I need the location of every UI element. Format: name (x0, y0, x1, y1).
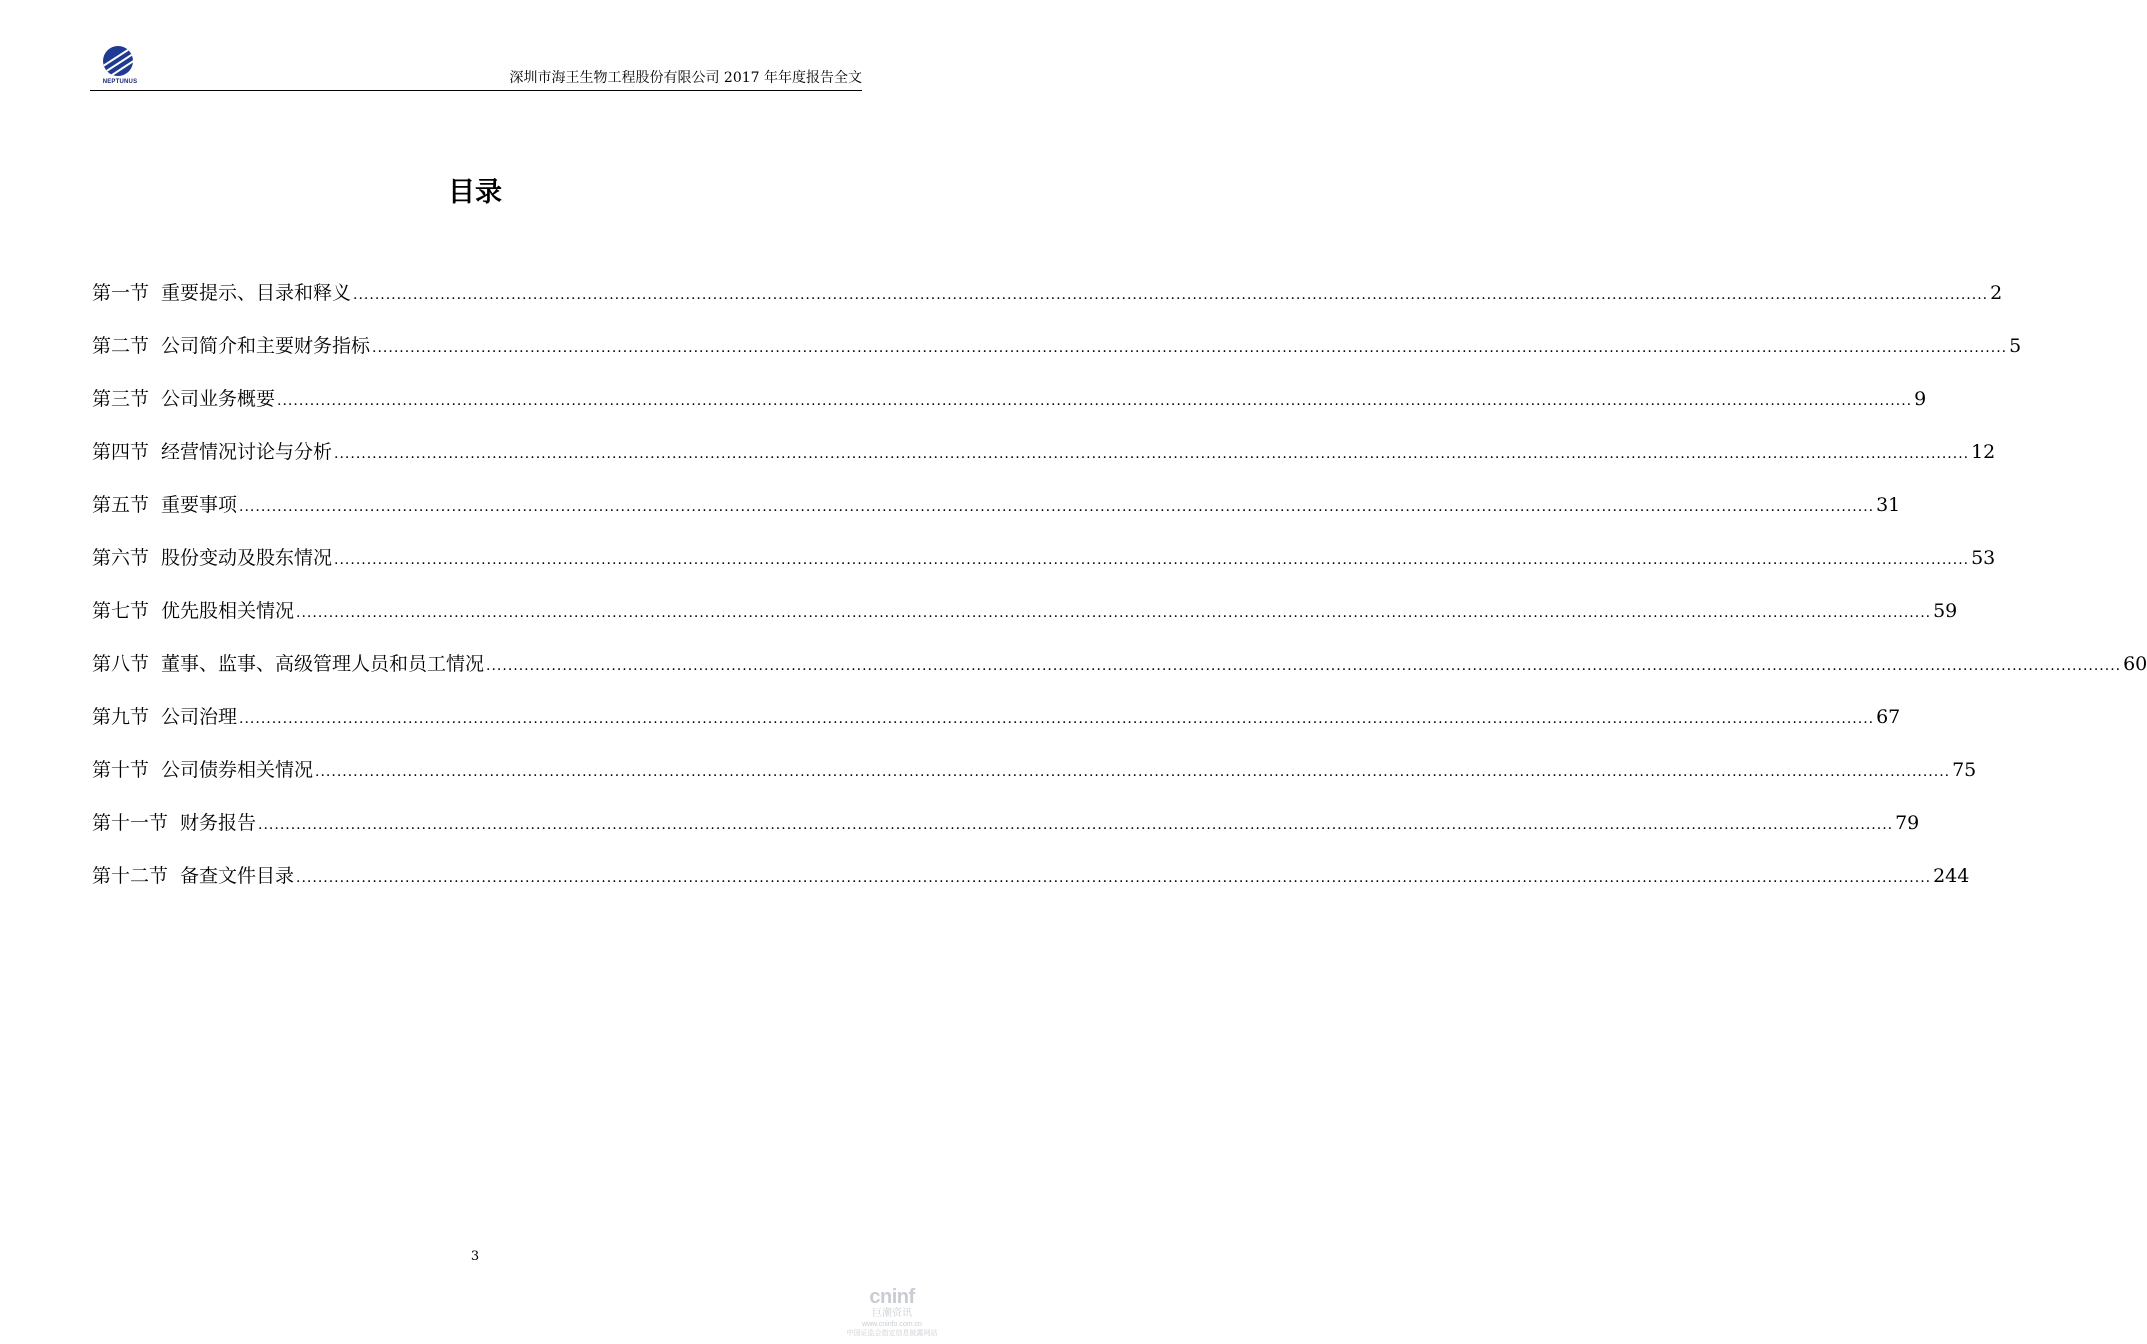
toc-entry-label (92, 755, 313, 782)
toc-leader-dots: ............................................................................................................................................................................................................................................................................................................ (486, 658, 2122, 674)
cninfo-watermark (842, 1286, 942, 1340)
toc-section-name: 财务报告 (180, 812, 257, 834)
toc-section-name: 公司债券相关情况 (161, 759, 314, 781)
watermark-brand: cninf (869, 1286, 915, 1308)
toc-section-name: 股份变动及股东情况 (161, 547, 333, 569)
toc-section-number: 第一节 (92, 282, 150, 304)
toc-page-number: 2 (1990, 282, 2003, 304)
watermark-cn: 巨潮资讯 (872, 1308, 912, 1319)
toc-entry-label (92, 702, 237, 729)
toc-page-number: 59 (1933, 600, 1958, 622)
toc-section-name: 重要事项 (161, 494, 238, 516)
toc-entry[interactable] (92, 490, 1901, 543)
toc-page-number: 12 (1971, 441, 1996, 463)
table-of-contents (92, 278, 2147, 914)
toc-page-number: 31 (1876, 494, 1901, 516)
toc-leader-dots: ............................................................................................................................................................................................................................................................................................................ (258, 817, 1894, 833)
report-title: 深圳市海王生物工程股份有限公司 2017 年年度报告全文 (509, 70, 862, 86)
toc-leader-dots: ............................................................................................................................................................................................................................................................................................................ (315, 764, 1951, 780)
toc-section-name: 优先股相关情况 (161, 600, 295, 622)
toc-leader-dots: ............................................................................................................................................................................................................................................................................................................ (334, 552, 1970, 568)
toc-page-number: 79 (1895, 812, 1920, 834)
toc-section-name: 董事、监事、高级管理人员和员工情况 (161, 653, 485, 675)
toc-leader-dots: ............................................................................................................................................................................................................................................................................................................ (277, 393, 1913, 409)
toc-leader-dots: ............................................................................................................................................................................................................................................................................................................ (353, 287, 1989, 303)
toc-entry[interactable] (92, 808, 1920, 861)
toc-page-number: 9 (1914, 388, 1927, 410)
page-header (90, 40, 862, 91)
neptunus-globe-icon (94, 44, 140, 80)
toc-section-number: 第五节 (92, 494, 150, 516)
toc-entry[interactable] (92, 649, 2147, 702)
toc-leader-dots: ............................................................................................................................................................................................................................................................................................................ (372, 340, 2008, 356)
toc-entry-label (92, 649, 484, 676)
toc-entry[interactable] (92, 437, 1996, 490)
toc-page-number: 60 (2123, 653, 2147, 675)
toc-section-number: 第四节 (92, 441, 150, 463)
toc-entry-label (92, 543, 332, 570)
toc-entry-label (92, 278, 351, 305)
toc-section-name: 经营情况讨论与分析 (161, 441, 333, 463)
toc-entry[interactable] (92, 861, 1970, 914)
watermark-org: 中国证监会指定信息披露网站 (846, 1330, 938, 1337)
logo-wordmark: NEPTUNUS (102, 79, 138, 85)
toc-section-number: 第八节 (92, 653, 150, 675)
toc-page-number: 67 (1876, 706, 1901, 728)
toc-entry[interactable] (92, 278, 2003, 331)
toc-page-number: 53 (1971, 547, 1996, 569)
toc-section-number: 第十一节 (92, 812, 169, 834)
toc-entry-label (92, 331, 370, 358)
neptunus-logo (94, 44, 140, 88)
toc-page-number: 5 (2009, 335, 2022, 357)
toc-entry-label (92, 808, 256, 835)
toc-entry[interactable] (92, 702, 1901, 755)
toc-page-number: 75 (1952, 759, 1977, 781)
toc-entry-label (92, 384, 275, 411)
toc-entry[interactable] (92, 384, 1927, 437)
toc-section-number: 第七节 (92, 600, 150, 622)
toc-entry-label (92, 490, 237, 517)
toc-leader-dots: ............................................................................................................................................................................................................................................................................................................ (296, 870, 1932, 886)
toc-heading: 目录 (448, 177, 502, 208)
toc-section-number: 第二节 (92, 335, 150, 357)
toc-entry-label (92, 437, 332, 464)
toc-leader-dots: ............................................................................................................................................................................................................................................................................................................ (239, 499, 1875, 515)
toc-entry-label (92, 861, 294, 888)
page-number: 3 (470, 1249, 480, 1264)
toc-entry[interactable] (92, 755, 1977, 808)
toc-leader-dots: ............................................................................................................................................................................................................................................................................................................ (239, 711, 1875, 727)
toc-section-number: 第六节 (92, 547, 150, 569)
toc-section-number: 第十二节 (92, 865, 169, 887)
toc-entry[interactable] (92, 543, 1996, 596)
toc-section-number: 第十节 (92, 759, 150, 781)
toc-section-number: 第九节 (92, 706, 150, 728)
toc-section-name: 备查文件目录 (180, 865, 295, 887)
toc-section-name: 公司治理 (161, 706, 238, 728)
toc-section-name: 公司业务概要 (161, 388, 276, 410)
toc-section-number: 第三节 (92, 388, 150, 410)
toc-entry-label (92, 596, 294, 623)
toc-leader-dots: ............................................................................................................................................................................................................................................................................................................ (334, 446, 1970, 462)
toc-section-name: 公司简介和主要财务指标 (161, 335, 371, 357)
toc-section-name: 重要提示、目录和释义 (161, 282, 352, 304)
toc-entry[interactable] (92, 331, 2022, 384)
watermark-url: www.cninfo.com.cn (862, 1321, 922, 1328)
toc-leader-dots: ............................................................................................................................................................................................................................................................................................................ (296, 605, 1932, 621)
toc-entry[interactable] (92, 596, 1958, 649)
toc-page-number: 244 (1933, 865, 1970, 887)
